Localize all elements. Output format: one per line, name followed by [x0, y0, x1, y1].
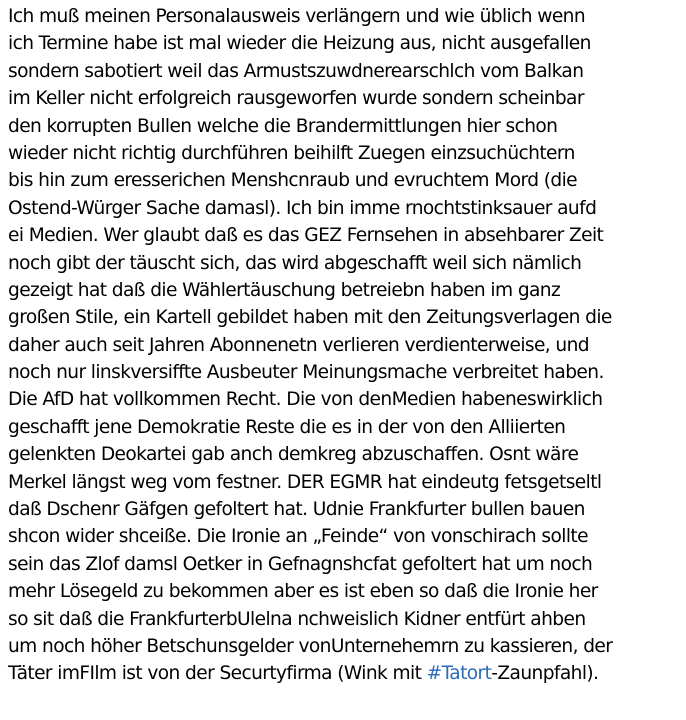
text-line: wieder nicht richtig durchführen beihilft Zuegen einzsuchüchtern	[8, 142, 575, 164]
text-line: den korrupten Bullen welche die Brandermittlungen hier schon	[8, 115, 558, 137]
post-text	[8, 3, 684, 688]
text-line: Merkel längst weg vom festner. DER EGMR hat eindeutg fetsgetseltl	[8, 471, 602, 493]
text-line: ei Medien. Wer glaubt daß es das GEZ Fernsehen in absehbarer Zeit	[8, 225, 604, 247]
text-line: daß Dschenr Gäfgen gefoltert hat. Udnie Frankfurter bullen bauen	[8, 499, 585, 521]
hashtag-link[interactable]: #Tatort	[426, 663, 492, 685]
text-line: daher auch seit Jahren Abonnenetn verlieren verdienterweise, und	[8, 334, 590, 356]
text-line: mehr Lösegeld zu bekommen aber es ist eben so daß die Ironie her	[8, 581, 598, 603]
text-line: gezeigt hat daß die Wählertäuschung betreiebn haben im ganz	[8, 279, 561, 301]
text-line: sondern sabotiert weil das Armustszuwdnerearschlch vom Balkan	[8, 60, 584, 82]
text-line: noch gibt der täuscht sich, das wird abgeschafft weil sich nämlich	[8, 252, 582, 274]
last-line-text: Täter imFIlm ist von der Securtyfirma (Wink mit	[8, 663, 427, 685]
text-line: großen Stile, ein Kartell gebildet haben mit den Zeitungsverlagen die	[8, 307, 612, 329]
text-line: Ich muß meinen Personalausweis verlängern und wie üblich wenn	[8, 6, 586, 27]
text-line: gelenkten Deokartei gab anch demkreg abzuschaffen. Osnt wäre	[8, 444, 579, 466]
text-line: im Keller nicht erfolgreich rausgeworfen wurde sondern scheinbar	[8, 88, 584, 110]
text-line-last	[8, 660, 684, 687]
text-line: um noch höher Betschunsgelder vonUnternehemrn zu kassieren, der	[8, 635, 613, 657]
text-line: shcon wider shceiße. Die Ironie an „Feinde“ von vonschirach sollte	[8, 526, 588, 548]
text-line: geschafft jene Demokratie Reste die es in der von den Alliierten	[8, 416, 566, 438]
text-line: Die AfD hat vollkommen Recht. Die von denMedien habeneswirklich	[8, 389, 603, 411]
text-line: Ostend-Würger Sache damasl). Ich bin imme rnochtstinksauer aufd	[8, 197, 597, 219]
text-line: so sit daß die FrankfurterbUlelna nchweislich Kidner entfürt ahben	[8, 608, 586, 630]
text-line: bis hin zum eresserichen Menshcnraub und evruchtem Mord (die	[8, 170, 577, 192]
last-line-tail: -Zaunpfahl).	[491, 663, 599, 685]
text-line: ich Termine habe ist mal wieder die Heizung aus, nicht ausgefallen	[8, 33, 591, 55]
text-line: noch nur linskversiffte Ausbeuter Meinungsmache verbreitet haben.	[8, 362, 604, 384]
text-line: sein das Zlof damsl Oetker in Gefnagnshcfat gefoltert hat um noch	[8, 553, 593, 575]
